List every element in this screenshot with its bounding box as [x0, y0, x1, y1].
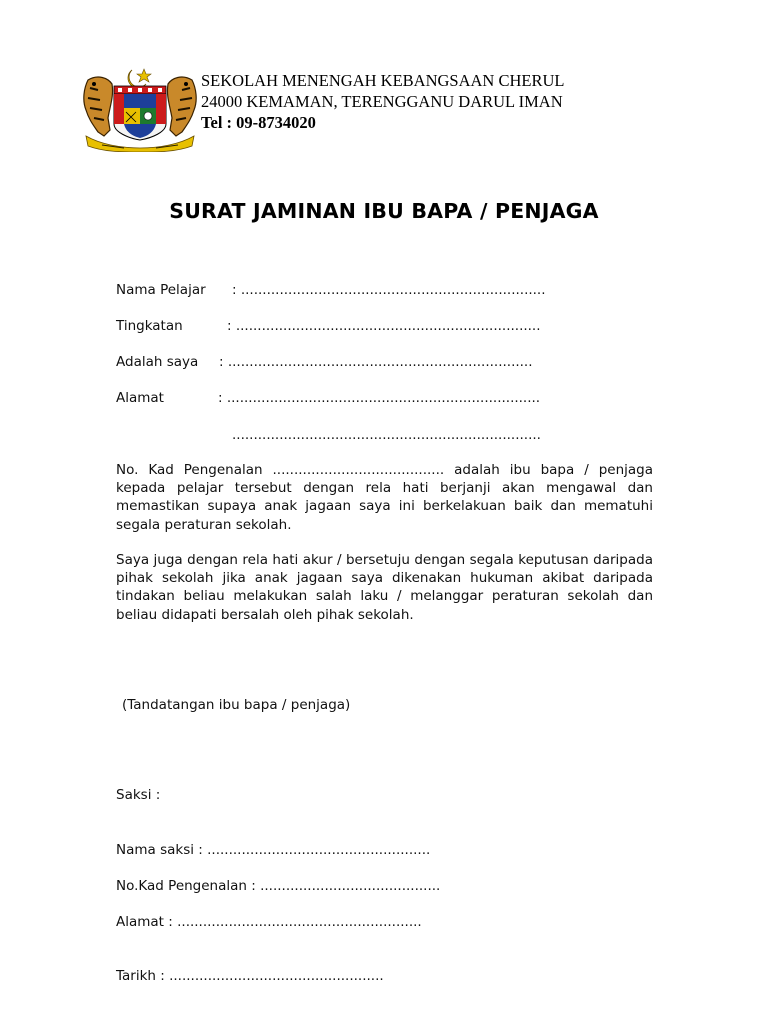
school-letterhead [201, 70, 564, 133]
date-field: Tarikh : .................................................. [116, 968, 384, 984]
document-title: SURAT JAMINAN IBU BAPA / PENJAGA [169, 199, 599, 223]
witness-address-field: Alamat : ......................................................... [116, 914, 422, 930]
signature-caption: (Tandatangan ibu bapa / penjaga) [122, 697, 351, 713]
field-value: : ....................................................................... [232, 282, 546, 298]
witness-heading: Saksi : [116, 787, 161, 803]
school-phone: Tel : 09-8734020 [201, 113, 316, 132]
witness-name-field: Nama saksi : .................................................... [116, 842, 431, 858]
witness-ic-field: No.Kad Pengenalan : .......................................... [116, 878, 441, 894]
field-value: : ....................................................................... [227, 318, 541, 334]
field-value: : ....................................................................... [219, 354, 533, 370]
field-label: Adalah saya [116, 354, 199, 370]
field-label: Tingkatan [116, 318, 183, 334]
guarantee-paragraph: No. Kad Pengenalan ........................................ adalah ibu bapa / penjaga kepada pelajar tersebut dengan rela hati berjanji akan mengawal dan memastikan supaya anak jagaan saya ini berkelakuan baik dan mematuhi segala peraturan sekolah. [116, 462, 653, 533]
field-label: Alamat [116, 390, 164, 406]
school-name: SEKOLAH MENENGAH KEBANGSAAN CHERUL [201, 71, 565, 90]
field-label: Nama Pelajar [116, 282, 206, 298]
field-address-line2: ........................................................................ [232, 427, 541, 443]
school-address: 24000 KEMAMAN, TERENGGANU DARUL IMAN [201, 92, 563, 111]
consent-paragraph: Saya juga dengan rela hati akur / bersetuju dengan segala keputusan daripada pihak sekolah jika anak jagaan saya dikenakan hukuman akibat daripada tindakan beliau melakukan salah laku / melanggar peraturan sekolah dan beliau didapati bersalah oleh pihak sekolah. [116, 552, 653, 623]
field-value: : ......................................................................... [218, 390, 541, 406]
coat-of-arms-icon [80, 66, 200, 152]
